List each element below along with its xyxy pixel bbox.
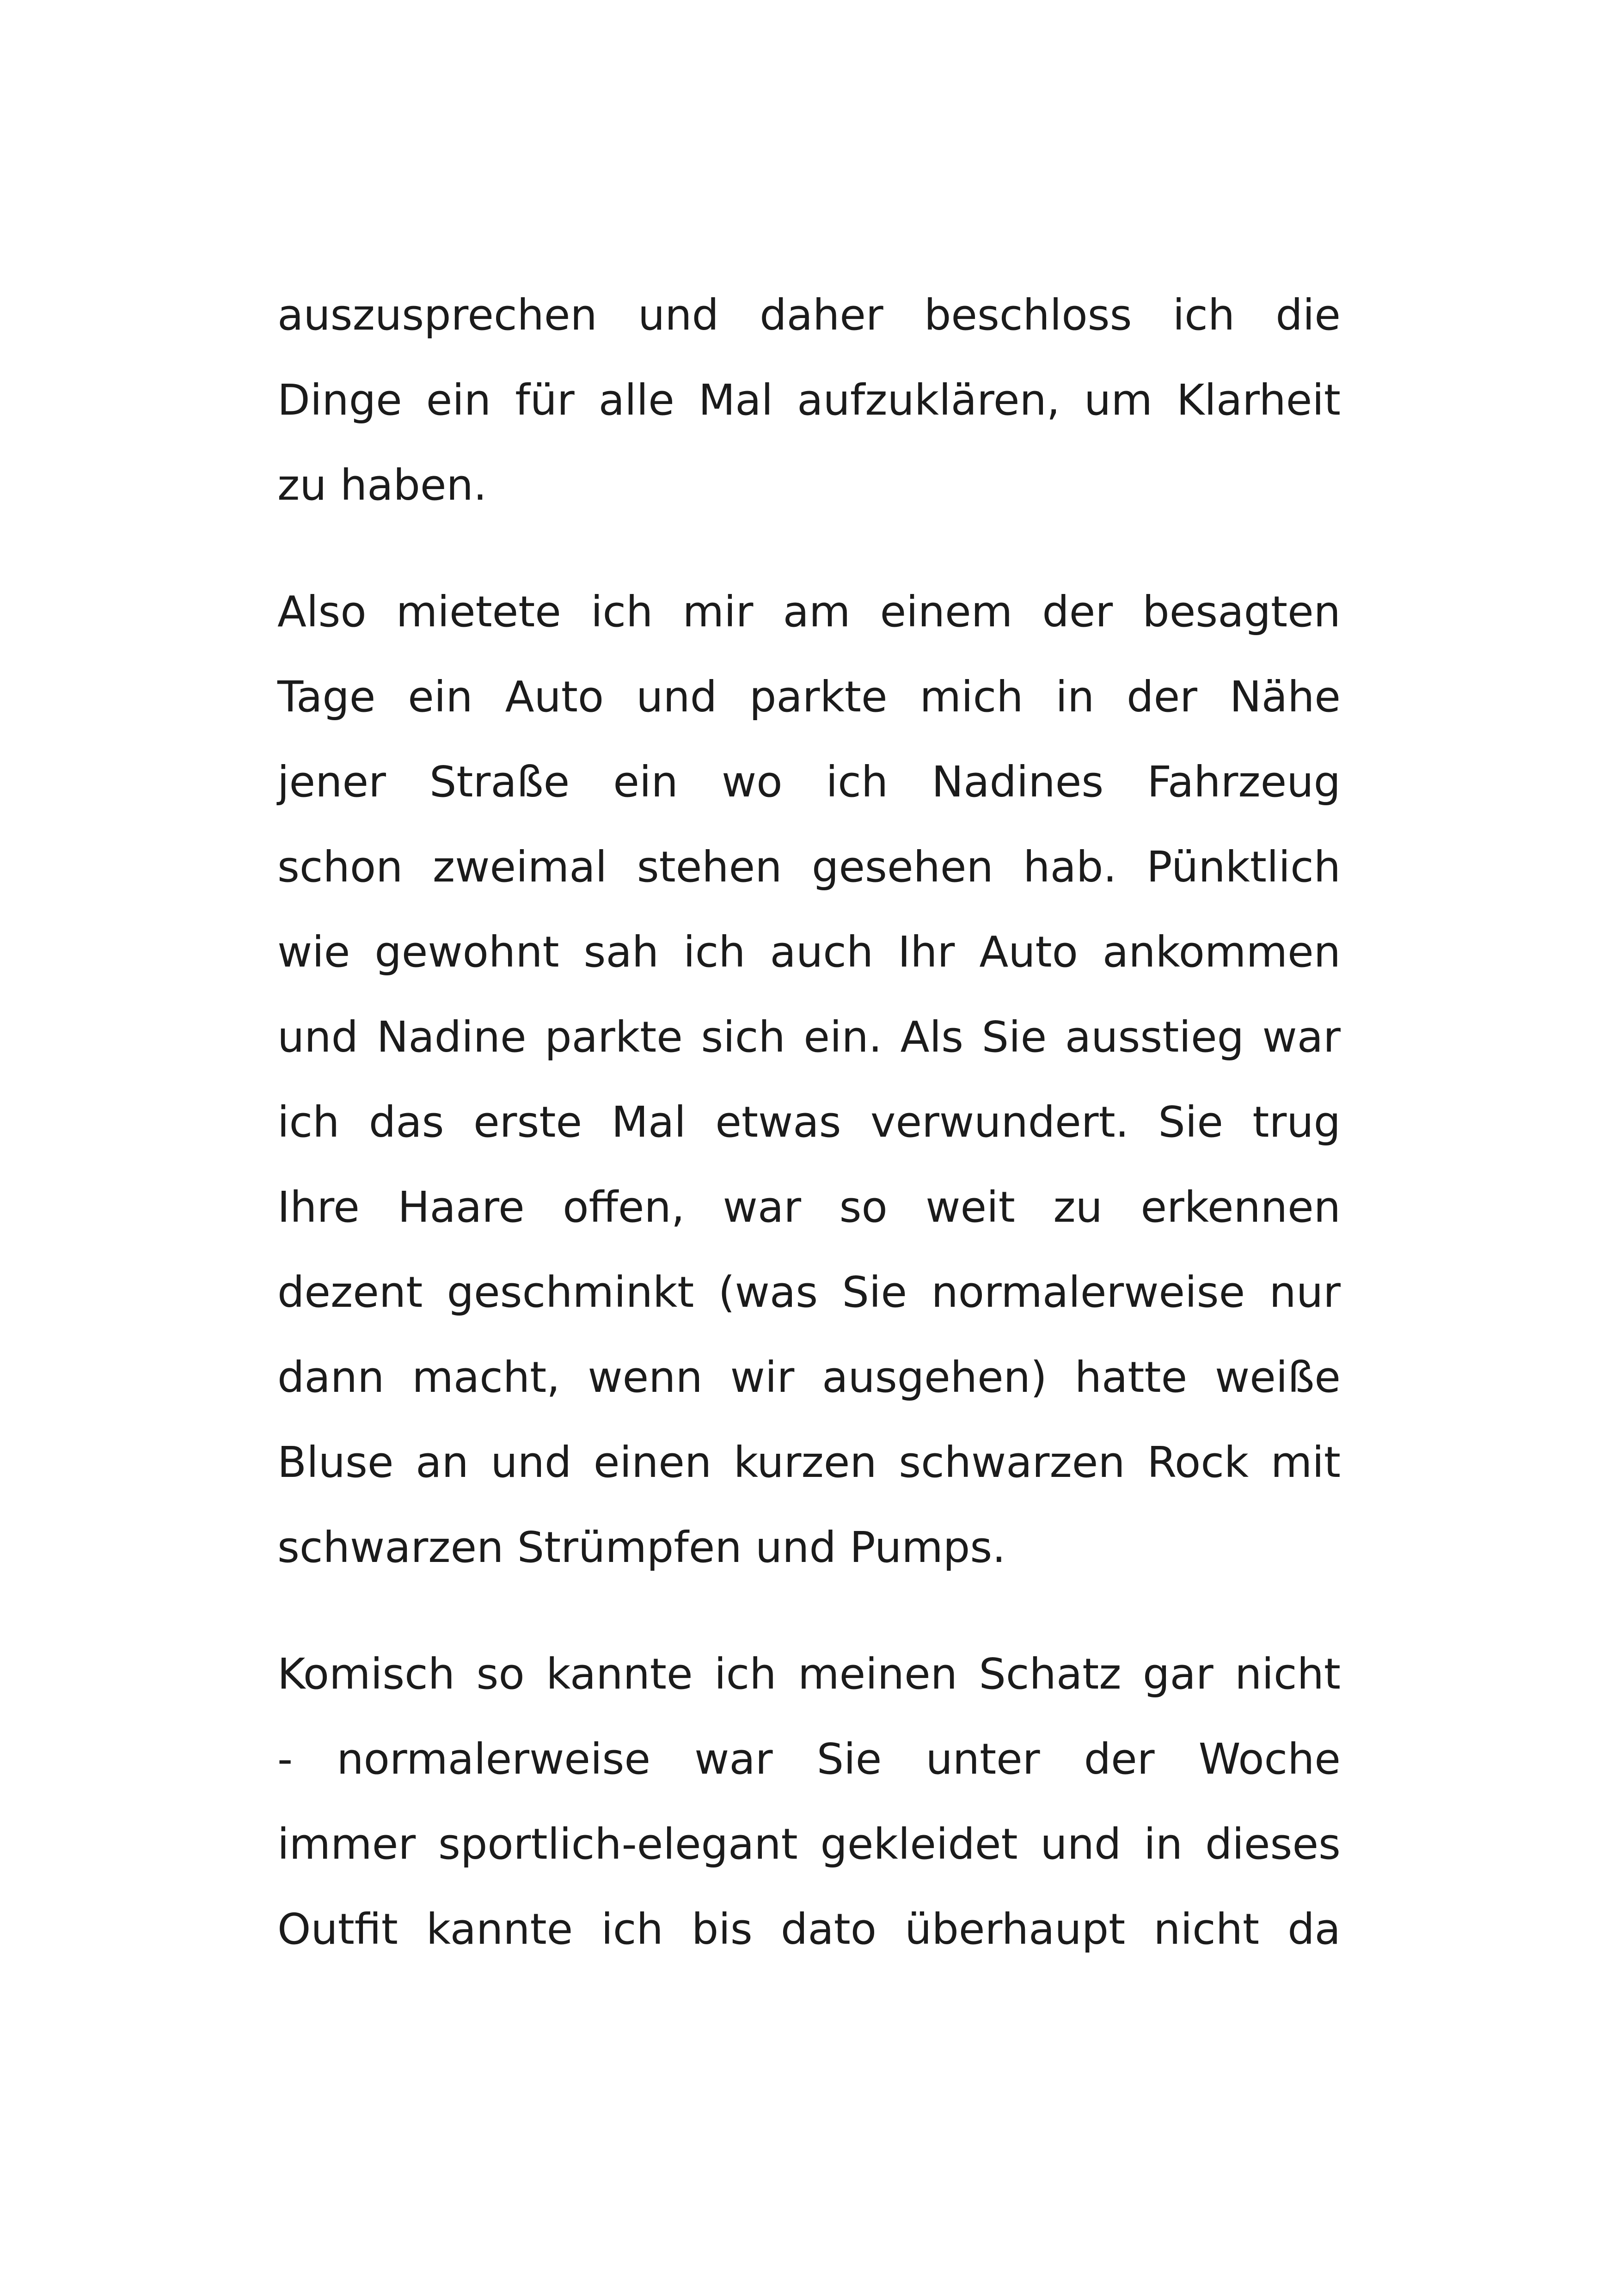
text-column	[277, 273, 1341, 1972]
text-line: wie gewohnt sah ich auch Ihr Auto ankommen	[277, 927, 1341, 977]
paragraph-2	[277, 569, 1341, 1590]
text-line: jener Straße ein wo ich Nadines Fahrzeug	[277, 757, 1341, 807]
text-line: - normalerweise war Sie unter der Woche	[277, 1734, 1341, 1784]
text-line: ich das erste Mal etwas verwundert. Sie trug	[277, 1097, 1341, 1147]
text-line: Ihre Haare offen, war so weit zu erkennen	[277, 1182, 1341, 1232]
text-line: auszusprechen und daher beschloss ich die	[277, 290, 1341, 340]
paragraph-3	[277, 1632, 1341, 1972]
paragraph-1	[277, 273, 1341, 528]
text-line: schon zweimal stehen gesehen hab. Pünktlich	[277, 842, 1341, 892]
text-line: Tage ein Auto und parkte mich in der Nähe	[277, 672, 1341, 722]
text-line: immer sportlich-elegant gekleidet und in dieses	[277, 1819, 1341, 1869]
text-line: Also mietete ich mir am einem der besagten	[277, 587, 1341, 637]
text-line: Outfit kannte ich bis dato überhaupt nicht da	[277, 1904, 1341, 1954]
text-line: Komisch so kannte ich meinen Schatz gar nicht	[277, 1649, 1341, 1699]
text-line: dann macht, wenn wir ausgehen) hatte weiße	[277, 1353, 1341, 1402]
text-line: dezent geschminkt (was Sie normalerweise nur	[277, 1267, 1341, 1317]
text-line: zu haben.	[277, 460, 487, 510]
text-line: Dinge ein für alle Mal aufzuklären, um Klarheit	[277, 375, 1341, 425]
text-line: Bluse an und einen kurzen schwarzen Rock mit	[277, 1438, 1341, 1487]
text-line: schwarzen Strümpfen und Pumps.	[277, 1523, 1006, 1572]
text-line: und Nadine parkte sich ein. Als Sie ausstieg war	[277, 1012, 1341, 1062]
